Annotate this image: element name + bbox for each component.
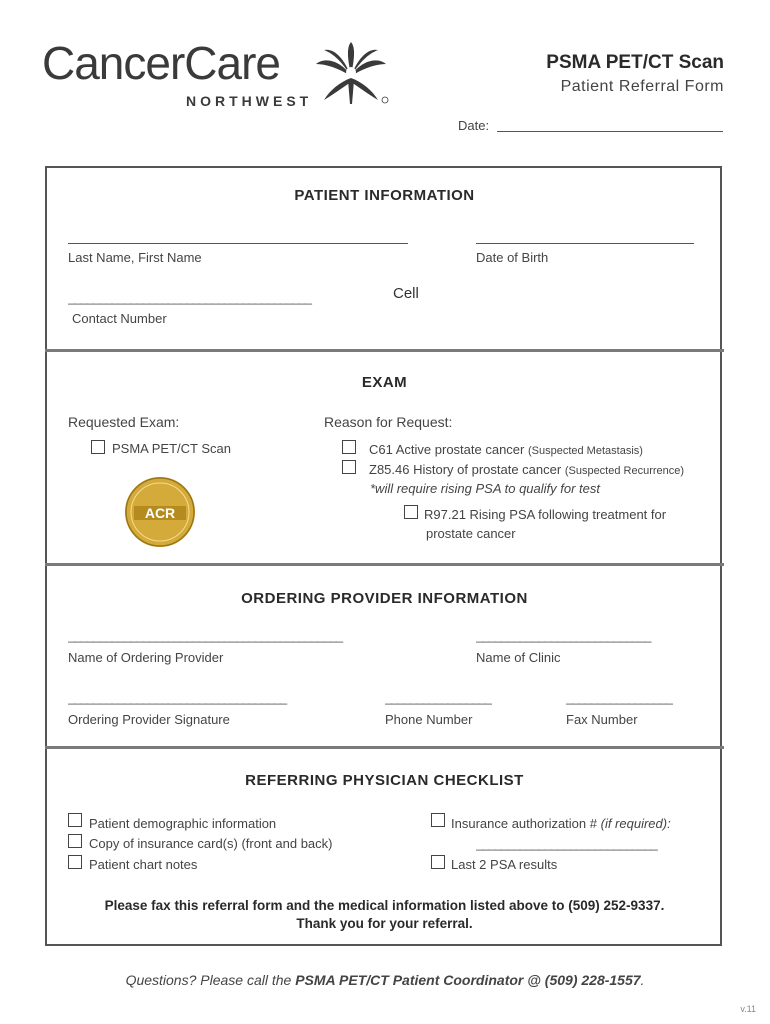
logo-emblem-icon [312,42,390,108]
provider-name-label: Name of Ordering Provider [68,650,224,665]
reason-r97: R97.21 Rising PSA following treatment for [424,507,667,522]
checklist-chart-notes: Patient chart notes [89,857,198,872]
z85-checkbox[interactable] [342,460,356,474]
fax-instruction: Please fax this referral form and the medical information listed above to (509) 252-9337. [104,898,665,913]
svg-text:ACR: ACR [144,505,176,521]
logo-subtitle: NORTHWEST [186,93,313,109]
c61-checkbox[interactable] [342,440,356,454]
reason-label: Reason for Request: [324,414,453,430]
fax-label: Fax Number [566,712,638,727]
insurance-card-checkbox[interactable] [68,834,82,848]
provider-signature-label: Ordering Provider Signature [68,712,230,727]
patient-section-title: PATIENT INFORMATION [294,187,475,204]
dob-label: Date of Birth [476,250,549,265]
form-title: PSMA PET/CT Scan [546,52,724,73]
reason-r97-cont: prostate cancer [426,526,516,541]
insurance-auth-checkbox[interactable] [431,813,445,827]
exam-section-title: EXAM [361,374,408,391]
chart-notes-checkbox[interactable] [68,855,82,869]
footer-questions: Questions? Please call the PSMA PET/CT Patient Coordinator @ (509) 228-1557. [125,972,645,988]
phone-label: Phone Number [385,712,473,727]
acr-accreditation-seal-icon [124,476,196,548]
psma-scan-option: PSMA PET/CT Scan [112,441,231,456]
insurance-auth-field[interactable]: _____________________________ [476,836,657,851]
version-label: v.11 [740,1004,756,1014]
psma-scan-checkbox[interactable] [91,440,105,454]
demographic-checkbox[interactable] [68,813,82,827]
section-divider [45,746,724,749]
dob-field[interactable] [476,243,694,244]
psa-results-checkbox[interactable] [431,855,445,869]
clinic-name-label: Name of Clinic [476,650,561,665]
reason-c61: C61 Active prostate cancer (Suspected Metastasis) [369,442,643,457]
cell-label: Cell [393,285,419,302]
patient-name-field[interactable] [68,243,408,244]
date-label: Date: [458,118,490,133]
checklist-section-title: REFERRING PHYSICIAN CHECKLIST [245,772,524,789]
thank-you-note: Thank you for your referral. [296,916,473,931]
requested-exam-label: Requested Exam: [68,414,180,430]
reason-z85: Z85.46 History of prostate cancer (Suspected Recurrence) [369,462,685,477]
checklist-psa-results: Last 2 PSA results [451,857,558,872]
contact-number-field[interactable]: _______________________________________ [68,290,311,305]
patient-name-label: Last Name, First Name [68,250,202,265]
provider-name-field[interactable]: ____________________________________________ [68,628,343,643]
contact-number-label: Contact Number [72,311,167,326]
section-divider [45,563,724,566]
form-subtitle: Patient Referral Form [560,78,724,95]
logo-wordmark: CancerCare [42,37,280,89]
fax-field[interactable]: _________________ [566,690,672,705]
provider-signature-field[interactable]: ___________________________________ [68,690,287,705]
clinic-name-field[interactable]: ____________________________ [476,628,651,643]
section-divider [45,349,724,352]
r97-checkbox[interactable] [404,505,418,519]
date-field[interactable] [497,131,723,132]
provider-section-title: ORDERING PROVIDER INFORMATION [241,590,528,607]
phone-field[interactable]: _________________ [385,690,491,705]
z85-note: *will require rising PSA to qualify for test [370,481,601,496]
checklist-insurance-auth: Insurance authorization # (if required): [451,816,671,831]
checklist-demographic: Patient demographic information [89,816,277,831]
checklist-insurance-card: Copy of insurance card(s) (front and back) [89,836,333,851]
